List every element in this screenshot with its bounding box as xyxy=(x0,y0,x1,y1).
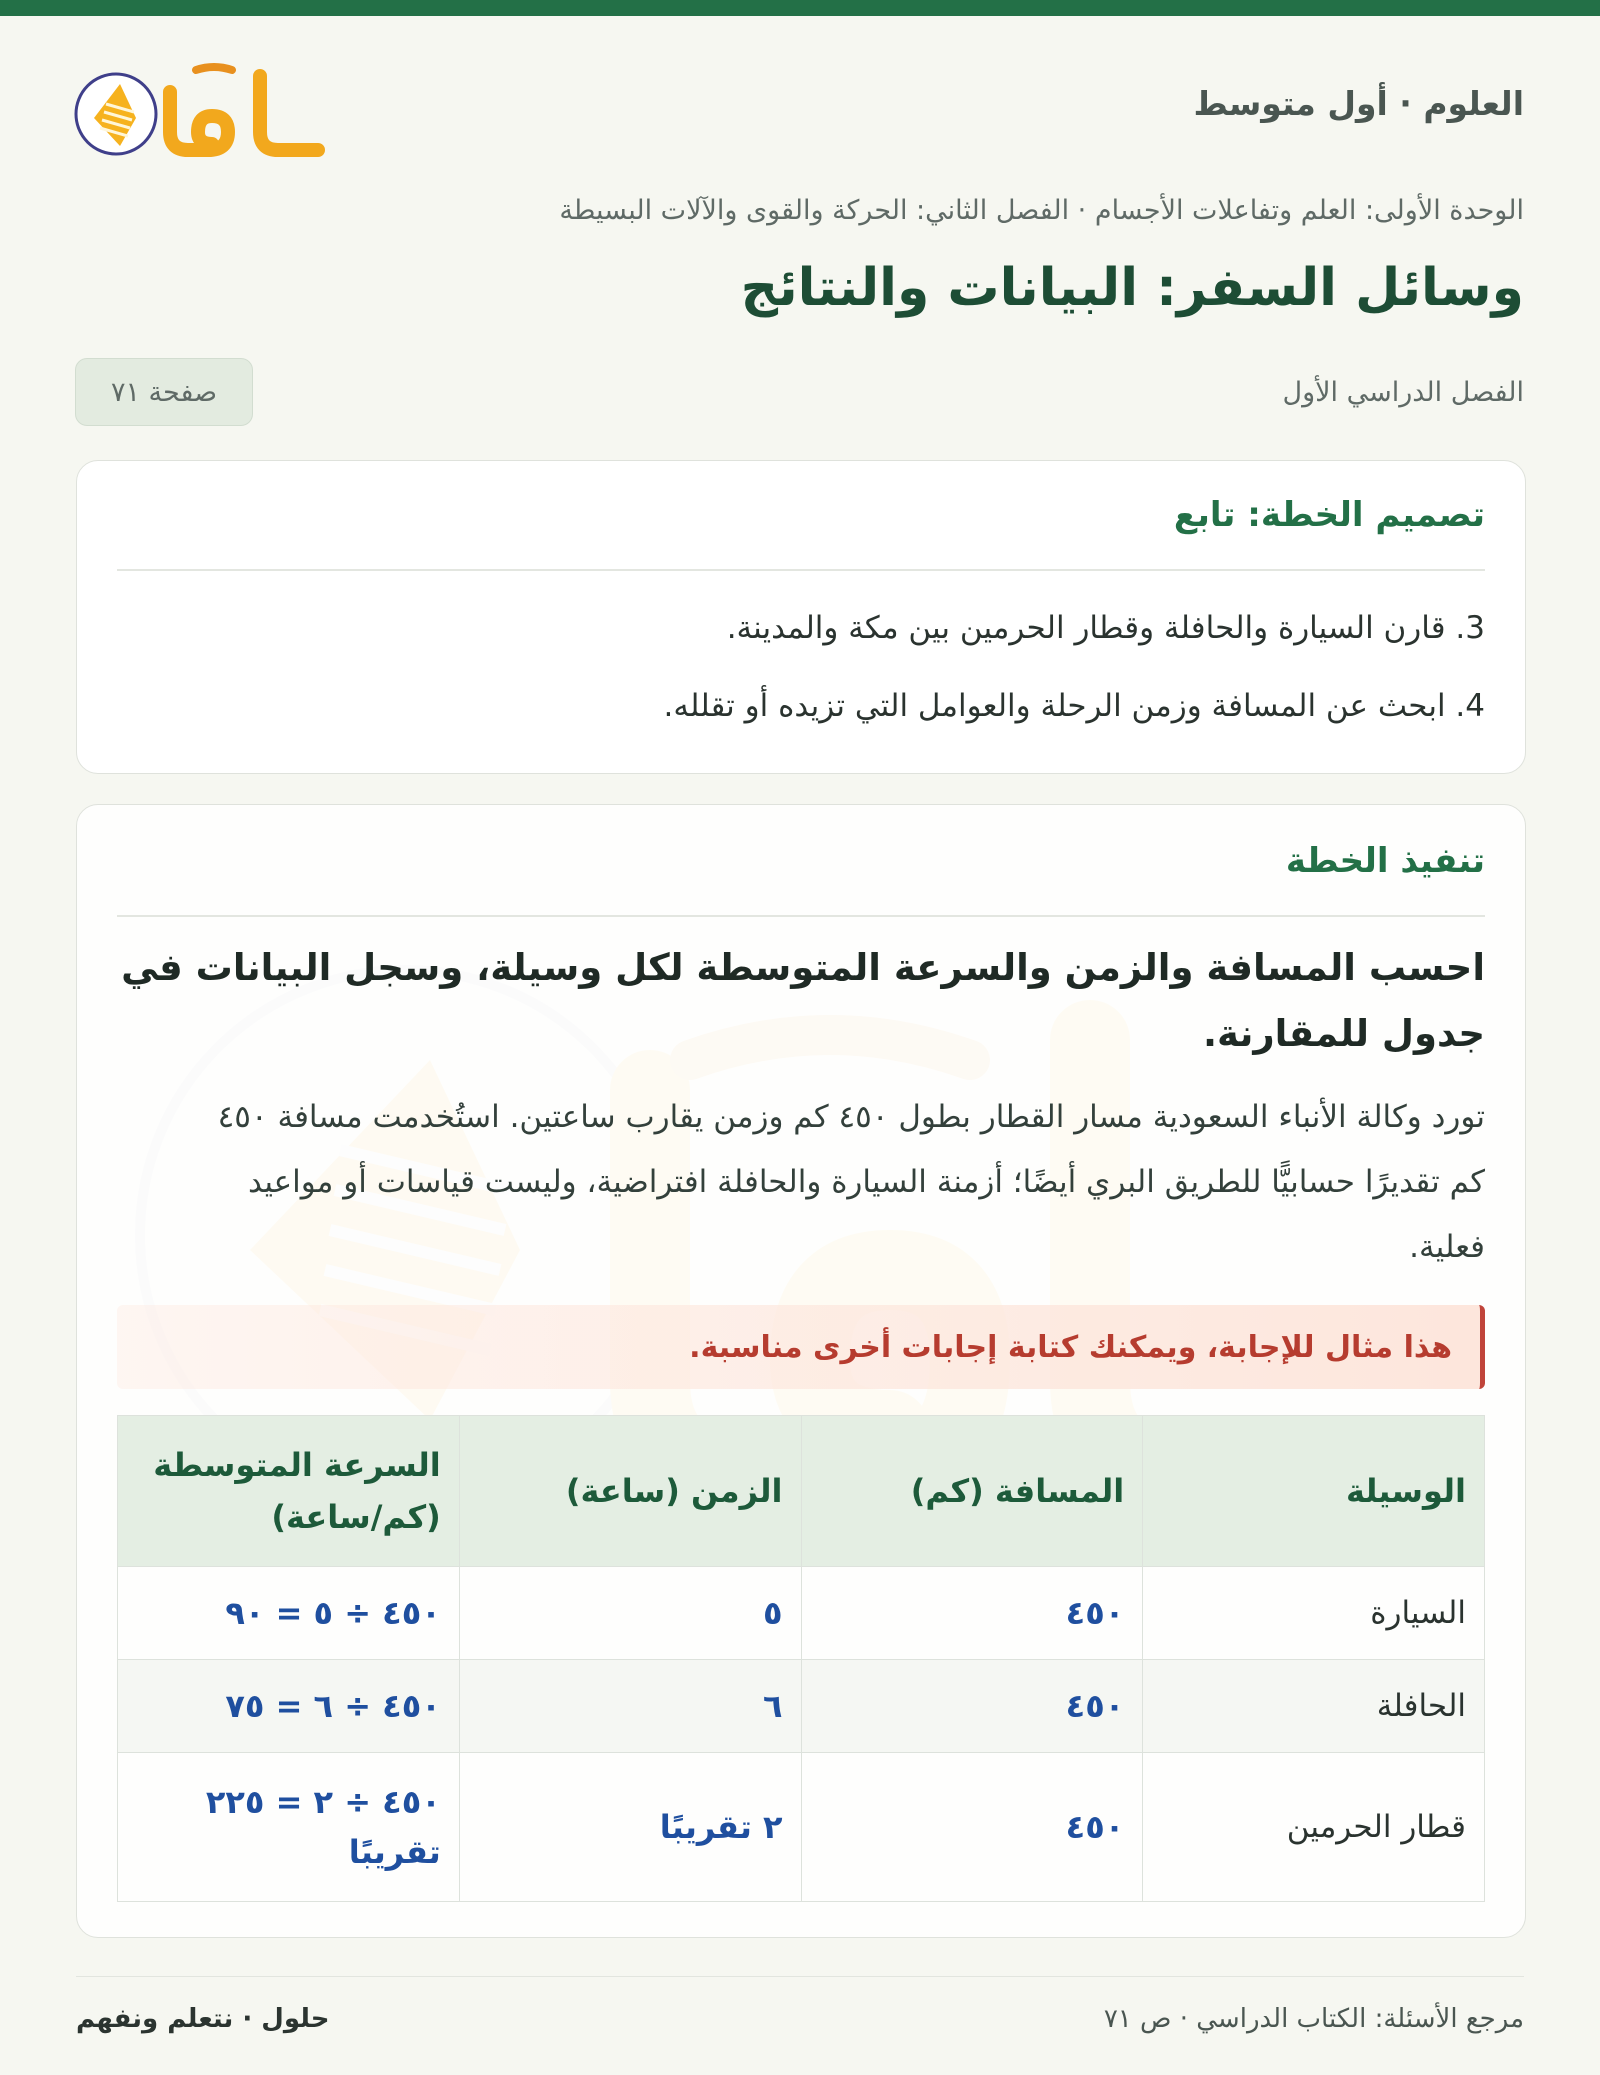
plan-design-card xyxy=(76,460,1526,774)
table-cell: ٤٥٠ ÷ ٢ = ٢٢٥ تقريبًا xyxy=(118,1753,460,1902)
column-header: المسافة (كم) xyxy=(801,1416,1143,1567)
table-cell: ٤٥٠ xyxy=(801,1567,1143,1660)
table-cell: ٤٥٠ ÷ ٥ = ٩٠ xyxy=(118,1567,460,1660)
unit-breadcrumb: الوحدة الأولى: العلم وتفاعلات الأجسام · الفصل الثاني: الحركة والقوى والآلات البسيطة xyxy=(559,195,1524,226)
footer-brand: حلول · نتعلم ونفهم xyxy=(76,2004,330,2034)
table-row xyxy=(118,1567,1485,1660)
table-cell: ٢ تقريبًا xyxy=(459,1753,801,1902)
plan-steps-list xyxy=(117,589,1485,745)
table-row xyxy=(118,1660,1485,1753)
table-cell: ٦ xyxy=(459,1660,801,1753)
comparison-table xyxy=(117,1415,1485,1902)
table-row xyxy=(118,1753,1485,1902)
task-instruction: احسب المسافة والزمن والسرعة المتوسطة لكل وسيلة، وسجل البيانات في جدول للمقارنة. xyxy=(121,946,1485,1055)
column-header: الزمن (ساعة) xyxy=(459,1416,801,1567)
plan-design-heading: تصميم الخطة: تابع xyxy=(117,495,1485,571)
table-cell: ٤٥٠ ÷ ٦ = ٧٥ xyxy=(118,1660,460,1753)
subject-label: العلوم · أول متوسط xyxy=(1193,84,1524,123)
source-note: تورد وكالة الأنباء السعودية مسار القطار بطول ٤٥٠ كم وزمن يقارب ساعتين. استُخدمت مسافة ٤٥٠ كم تقديرًا حسابيًّا للطريق البري أيضًا؛ أزمنة السيارة والحافلة افتراضية، وليست قياسات أو مواعيد فعلية. xyxy=(217,1099,1485,1265)
plan-step: 3. قارن السيارة والحافلة وقطار الحرمين بين مكة والمدينة. xyxy=(726,610,1485,646)
table-cell: قطار الحرمين xyxy=(1143,1753,1485,1902)
table-cell: الحافلة xyxy=(1143,1660,1485,1753)
plan-step: 4. ابحث عن المسافة وزمن الرحلة والعوامل التي تزيده أو تقلله. xyxy=(663,688,1485,724)
plan-execution-card xyxy=(76,804,1526,1938)
table-cell: ٤٥٠ xyxy=(801,1660,1143,1753)
table-cell: ٤٥٠ xyxy=(801,1753,1143,1902)
table-header-row xyxy=(118,1416,1485,1567)
table-cell: ٥ xyxy=(459,1567,801,1660)
sample-answer-note: هذا مثال للإجابة، ويمكنك كتابة إجابات أخرى مناسبة. xyxy=(117,1305,1485,1389)
page-number-badge: صفحة ٧١ xyxy=(75,358,253,426)
table-cell: السيارة xyxy=(1143,1567,1485,1660)
footer-divider xyxy=(76,1976,1524,1977)
column-header: الوسيلة xyxy=(1143,1416,1485,1567)
plan-execution-heading: تنفيذ الخطة xyxy=(117,841,1485,917)
column-header: السرعة المتوسطة (كم/ساعة) xyxy=(118,1416,460,1567)
semester-label: الفصل الدراسي الأول xyxy=(1282,377,1524,408)
top-accent-bar xyxy=(0,0,1600,16)
brand-logo xyxy=(74,54,334,164)
footer-reference: مرجع الأسئلة: الكتاب الدراسي · ص ٧١ xyxy=(1103,2004,1524,2034)
page-title: وسائل السفر: البيانات والنتائج xyxy=(740,258,1524,318)
